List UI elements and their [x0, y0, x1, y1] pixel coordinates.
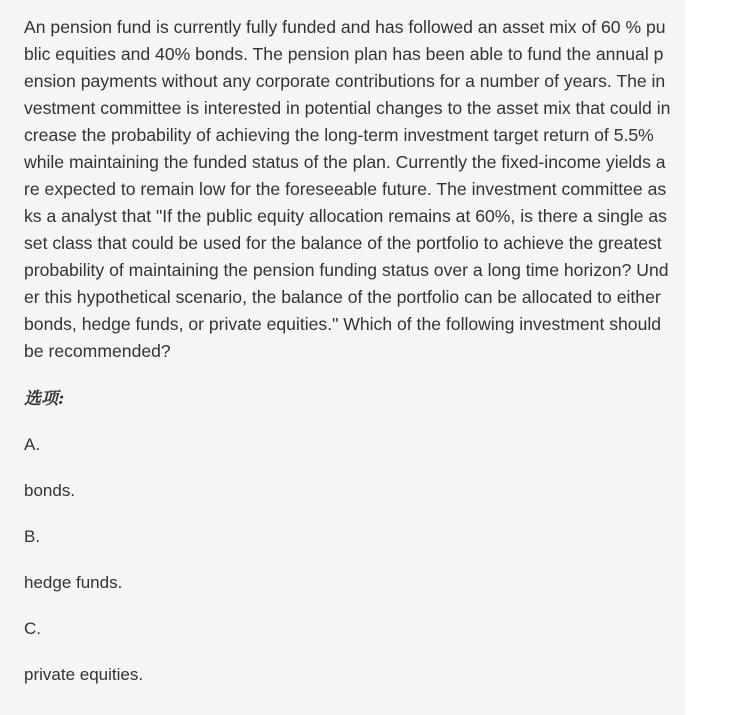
option-b-text: hedge funds. [24, 573, 123, 592]
option-c-text: private equities. [24, 665, 144, 684]
option-a-text: bonds. [24, 481, 76, 500]
option-a-letter: A. [24, 435, 41, 454]
question-text: An pension fund is currently fully funded and has followed an asset mix of 60 % public equities and 40% bonds. The pension plan has been able to fund the annual pension payments without any corporate contributions for a number of years. The investment committee is interested in potential changes to the asset mix that could increase the probability of achieving the long-term investment target return of 5.5% while maintaining the funded status of the plan. Currently the fixed-income yields are expected to remain low for the foreseeable future. The investment committee asks a analyst that "If the public equity allocation remains at 60%, is there a single asset class that could be used for the balance of the portfolio to achieve the greatest probability of maintaining the pension funding status over a long time horizon? Under this hypothetical scenario, the balance of the portfolio can be allocated to either bonds, hedge funds, or private equities." Which of the following investment should be recommended? [24, 17, 671, 361]
option-b-letter: B. [24, 527, 41, 546]
options-heading: 选项: [24, 389, 65, 409]
option-c-letter: C. [24, 619, 41, 638]
